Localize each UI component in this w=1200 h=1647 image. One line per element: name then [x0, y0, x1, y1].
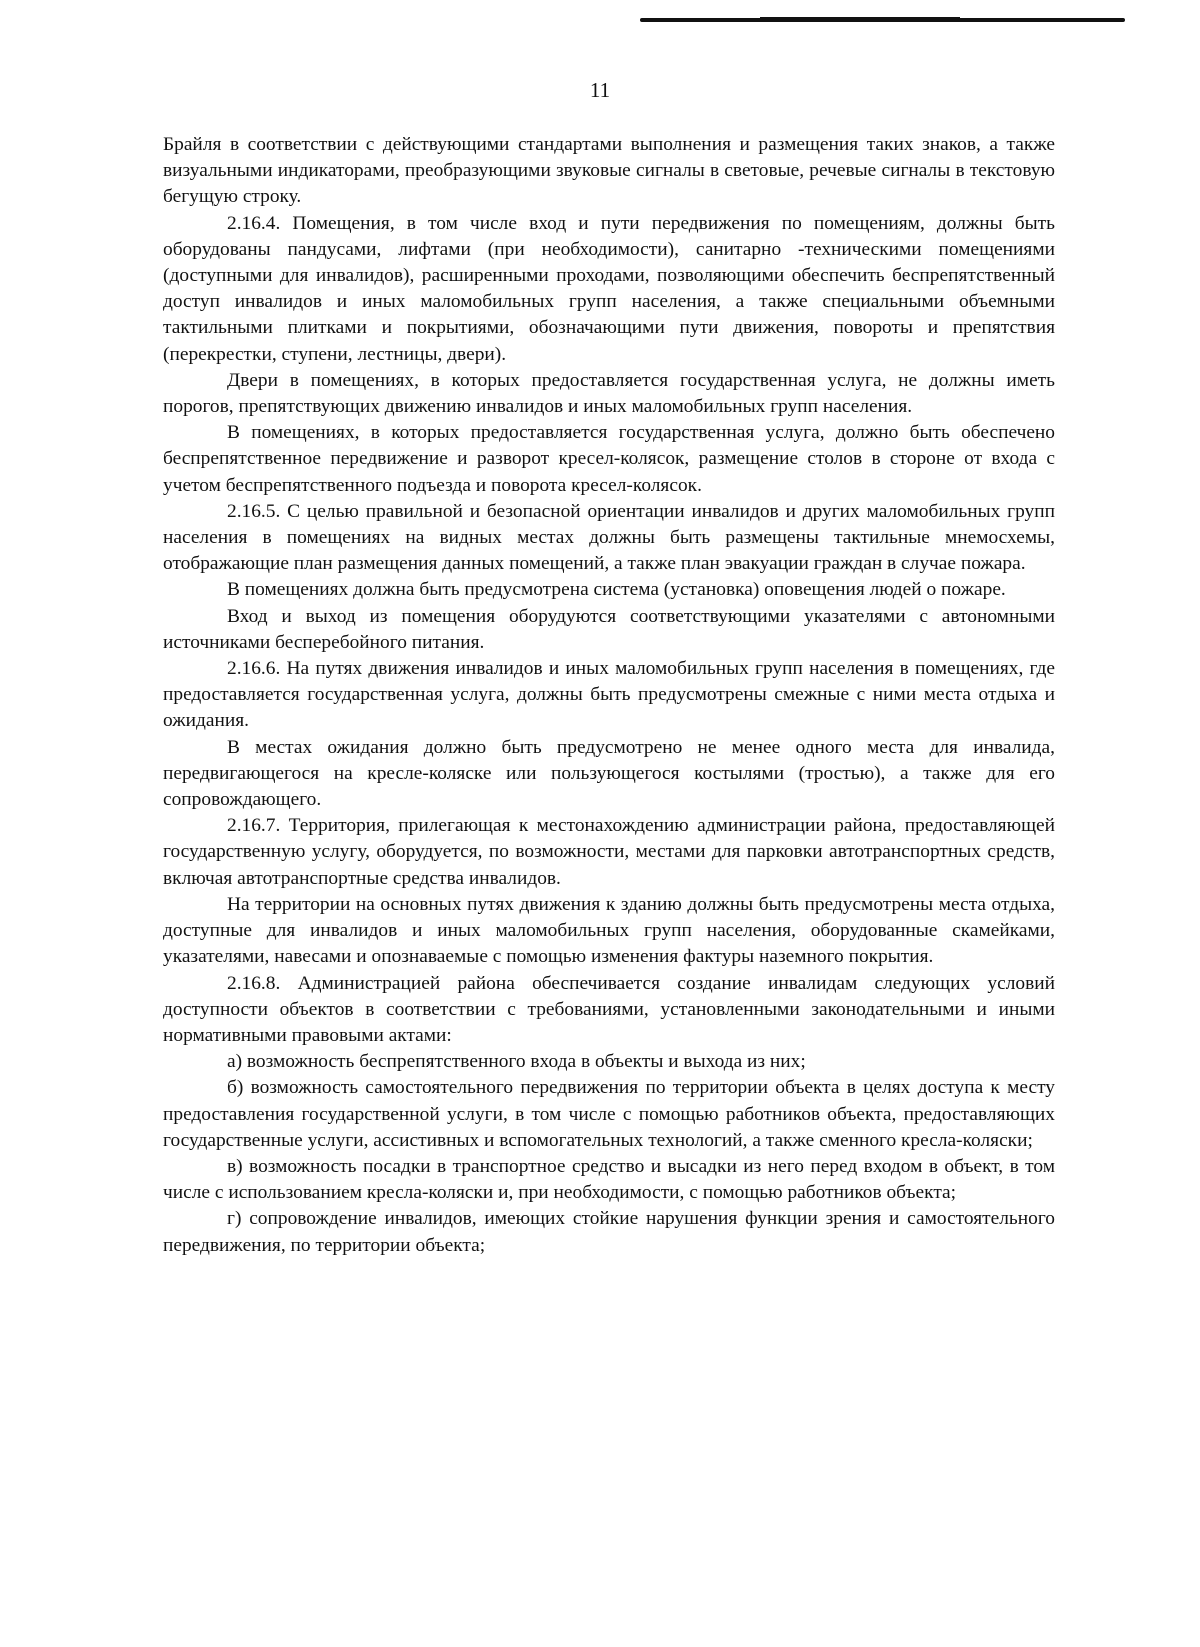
- paragraph-2-16-4: 2.16.4. Помещения, в том числе вход и пути передвижения по помещениям, должны быть оборудованы пандусами, лифтами (при необходимости), санитарно -техническими помещениями (доступными для инвалидов), расширенными проходами, позволяющими обеспечить беспрепятственный доступ инвалидов и иных маломобильных групп населения, а также специальными объемными тактильными плитками и покрытиями, обозначающими пути движения, повороты и препятствия (перекрестки, ступени, лестницы, двери).: [163, 212, 1055, 365]
- paragraph-waiting-places: В местах ожидания должно быть предусмотрено не менее одного места для инвалида, передвигающегося на кресле-коляске или пользующегося костылями (тростью), а также для его сопровождающего.: [163, 736, 1055, 811]
- paragraph-2-16-8: 2.16.8. Администрацией района обеспечивается создание инвалидам следующих условий доступности объектов в соответствии с требованиями, установленными законодательными и иными нормативными правовыми актами:: [163, 972, 1055, 1046]
- header-rule: [640, 18, 1125, 22]
- paragraph-2-16-5: 2.16.5. С целью правильной и безопасной ориентации инвалидов и других маломобильных групп населения в помещениях на видных местах должны быть размещены тактильные мнемосхемы, отображающие план размещения данных помещений, а также план эвакуации граждан в случае пожара.: [163, 500, 1055, 575]
- list-item-a: а) возможность беспрепятственного входа в объекты и выхода из них;: [227, 1051, 806, 1073]
- paragraph-2-16-7: 2.16.7. Территория, прилегающая к местонахождению администрации района, предоставляющей государственную услугу, оборудуется, по возможности, местами для парковки автотранспортных средств, включая автотранспортные средства инвалидов.: [163, 815, 1055, 889]
- paragraph-territory: На территории на основных путях движения к зданию должны быть предусмотрены места отдыха, доступные для инвалидов и иных маломобильных групп населения, оборудованные скамейками, указателями, навесами и опознаваемые с помощью изменения фактуры наземного покрытия.: [163, 893, 1055, 968]
- paragraph-fire-alarm: В помещениях должна быть предусмотрена система (установка) оповещения людей о пожаре.: [227, 579, 1006, 601]
- paragraph-2-16-6: 2.16.6. На путях движения инвалидов и иных маломобильных групп населения в помещениях, где предоставляется государственная услуга, должны быть предусмотрены смежные с ними места отдыха и ожидания.: [163, 658, 1055, 732]
- list-item-b: б) возможность самостоятельного передвижения по территории объекта в целях доступа к месту предоставления государственной услуги, в том числе с помощью работников объекта, предоставляющих государственные услуги, ассистивных и вспомогательных технологий, а также сменного кресла-коляски;: [163, 1077, 1055, 1151]
- paragraph-doors: Двери в помещениях, в которых предоставляется государственная услуга, не должны иметь порогов, препятствующих движению инвалидов и иных маломобильных групп населения.: [163, 369, 1055, 418]
- paragraph-entrance-exit: Вход и выход из помещения оборудуются соответствующими указателями с автономными источниками бесперебойного питания.: [163, 605, 1055, 653]
- list-item-v: в) возможность посадки в транспортное средство и высадки из него перед входом в объект, в том числе с использованием кресла-коляски и, при необходимости, с помощью работников объекта;: [163, 1155, 1055, 1204]
- page-number: 11: [589, 78, 611, 102]
- paragraph-wheelchair-movement: В помещениях, в которых предоставляется государственная услуга, должно быть обеспечено беспрепятственное передвижение и разворот кресел-колясок, размещение столов в стороне от входа с учетом беспрепятственного подъезда и поворота кресел-колясок.: [163, 422, 1055, 496]
- document-body: [163, 132, 1055, 1259]
- list-item-g: г) сопровождение инвалидов, имеющих стойкие нарушения функции зрения и самостоятельного передвижения, по территории объекта;: [163, 1208, 1055, 1256]
- paragraph-continuation: Брайля в соответствии с действующими стандартами выполнения и размещения таких знаков, а также визуальными индикаторами, преобразующими звуковые сигналы в световые, речевые сигналы в текстовую бегущую строку.: [163, 134, 1055, 208]
